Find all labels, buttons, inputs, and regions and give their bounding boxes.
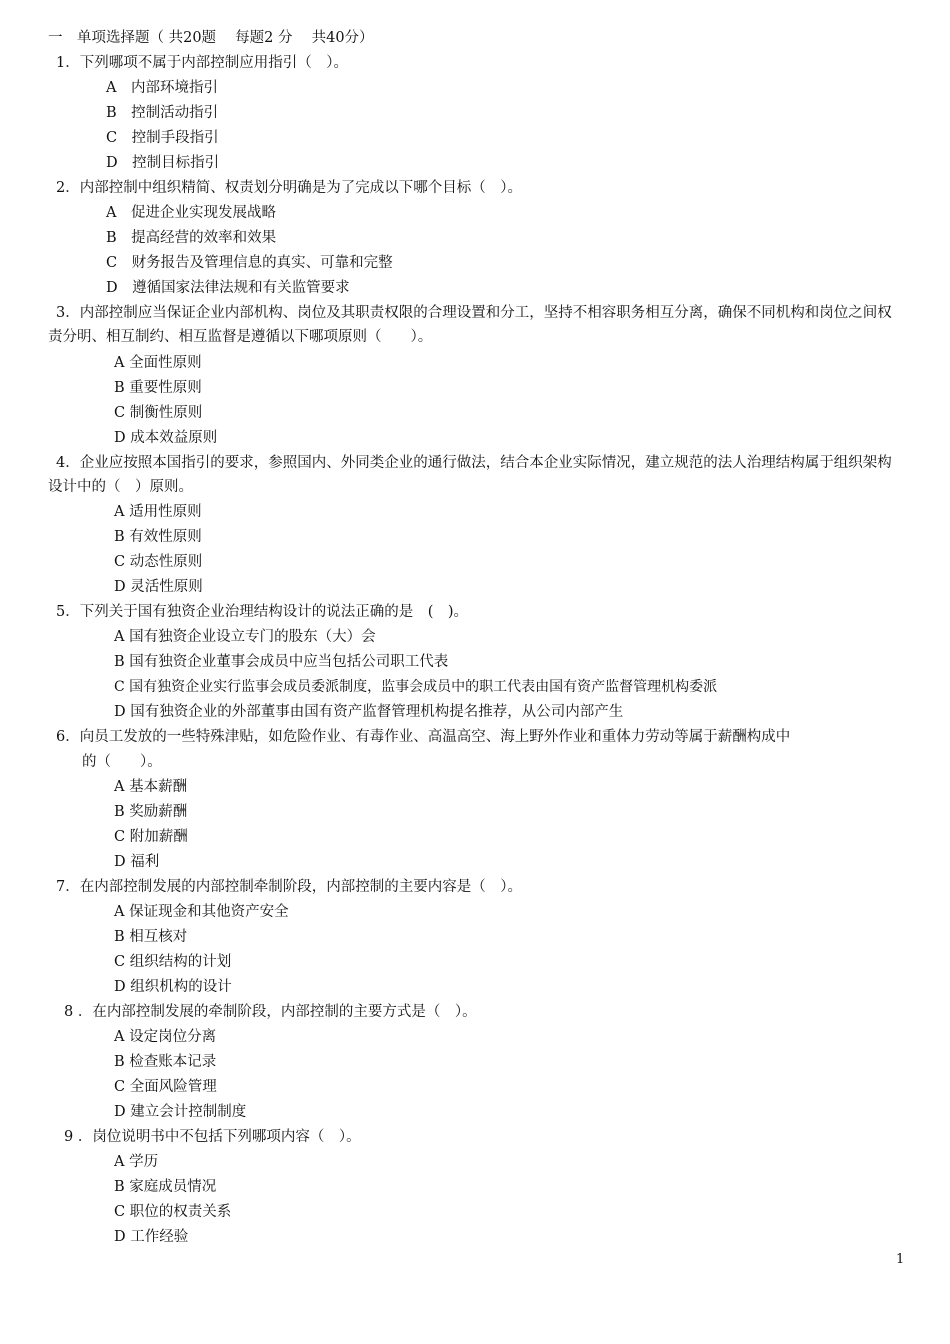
question-4-option-d: D 灵活性原则: [114, 579, 203, 595]
question-8-option-c: C 全面风险管理: [114, 1079, 217, 1095]
question-6-option-c: C 附加薪酬: [114, 829, 188, 845]
question-9-option-b: B 家庭成员情况: [114, 1179, 217, 1195]
question-3-stem: 3．内部控制应当保证企业内部机构、岗位及其职责权限的合理设置和分工，坚持不相容职务相互分离，确保不同机构和岗位之间权责分明、相互制约、相互监督是遵循以下哪项原则（ ）。: [48, 305, 892, 345]
question-4-option-b: B 有效性原则: [114, 529, 202, 545]
question-2-option-a: A 促进企业实现发展战略: [106, 205, 276, 221]
question-4-stem: 4．企业应按照本国指引的要求，参照国内、外同类企业的通行做法，结合本企业实际情况，建立规范的法人治理结构属于组织架构设计中的（ ）原则。: [48, 455, 892, 495]
question-5-option-a: A 国有独资企业设立专门的股东（大）会: [114, 629, 376, 645]
section-header: 一 单项选择题（ 共20题 每题2 分 共40分）: [48, 30, 374, 46]
question-9-stem: 9 ．岗位说明书中不包括下列哪项内容（ ）。: [64, 1129, 361, 1145]
question-2-option-b: B 提高经营的效率和效果: [106, 230, 277, 246]
question-3-option-b: B 重要性原则: [114, 380, 202, 396]
question-1-option-d: D 控制目标指引: [106, 155, 220, 171]
question-4-option-c: C 动态性原则: [114, 554, 203, 570]
question-1-option-c: C 控制手段指引: [106, 130, 219, 146]
question-3-option-c: C 制衡性原则: [114, 405, 203, 421]
question-3-option-d: D 成本效益原则: [114, 430, 218, 446]
question-9-option-d: D 工作经验: [114, 1229, 189, 1245]
question-1-option-a: A 内部环境指引: [106, 80, 218, 96]
question-7-option-c: C 组织结构的计划: [114, 954, 232, 970]
question-5-option-c: C 国有独资企业实行监事会成员委派制度，监事会成员中的职工代表由国有资产监督管理机构委派: [114, 679, 718, 695]
question-7-option-b: B 相互核对: [114, 929, 188, 945]
question-5-option-b: B 国有独资企业董事会成员中应当包括公司职工代表: [114, 654, 449, 670]
question-3-option-a: A 全面性原则: [114, 355, 202, 371]
question-2-option-d: D 遵循国家法律法规和有关监管要求: [106, 280, 350, 296]
question-7-option-d: D 组织机构的设计: [114, 979, 232, 995]
question-8-option-b: B 检查账本记录: [114, 1054, 217, 1070]
question-6-stem: 6．向员工发放的一些特殊津贴，如危险作业、有毒作业、高温高空、海上野外作业和重体力劳动等属于薪酬构成中: [56, 729, 791, 745]
question-2-option-c: C 财务报告及管理信息的真实、可靠和完整: [106, 255, 393, 271]
question-8-stem: 8 ．在内部控制发展的牵制阶段，内部控制的主要方式是（ ）。: [64, 1004, 477, 1020]
page-number: 1: [896, 1252, 905, 1267]
question-4-option-a: A 适用性原则: [114, 504, 202, 520]
question-2-stem: 2．内部控制中组织精简、权责划分明确是为了完成以下哪个目标（ ）。: [56, 180, 522, 196]
question-8-option-d: D 建立会计控制制度: [114, 1104, 247, 1120]
question-7-stem: 7．在内部控制发展的内部控制牵制阶段，内部控制的主要内容是（ ）。: [56, 879, 522, 895]
question-6-option-a: A 基本薪酬: [114, 779, 188, 795]
question-9-option-c: C 职位的权责关系: [114, 1204, 232, 1220]
question-1-stem: 1．下列哪项不属于内部控制应用指引（ ）。: [56, 55, 348, 71]
question-1-option-b: B 控制活动指引: [106, 105, 219, 121]
question-8-option-a: A 设定岗位分离: [114, 1029, 217, 1045]
question-5-stem: 5．下列关于国有独资企业治理结构设计的说法正确的是 ( )。: [56, 604, 469, 620]
question-6-stem-continued: 的（ ）。: [82, 754, 162, 770]
question-5-option-d: D 国有独资企业的外部董事由国有资产监督管理机构提名推荐，从公司内部产生: [114, 704, 624, 720]
question-9-option-a: A 学历: [114, 1154, 159, 1170]
question-6-option-b: B 奖励薪酬: [114, 804, 188, 820]
question-7-option-a: A 保证现金和其他资产安全: [114, 904, 289, 920]
question-6-option-d: D 福利: [114, 854, 160, 870]
